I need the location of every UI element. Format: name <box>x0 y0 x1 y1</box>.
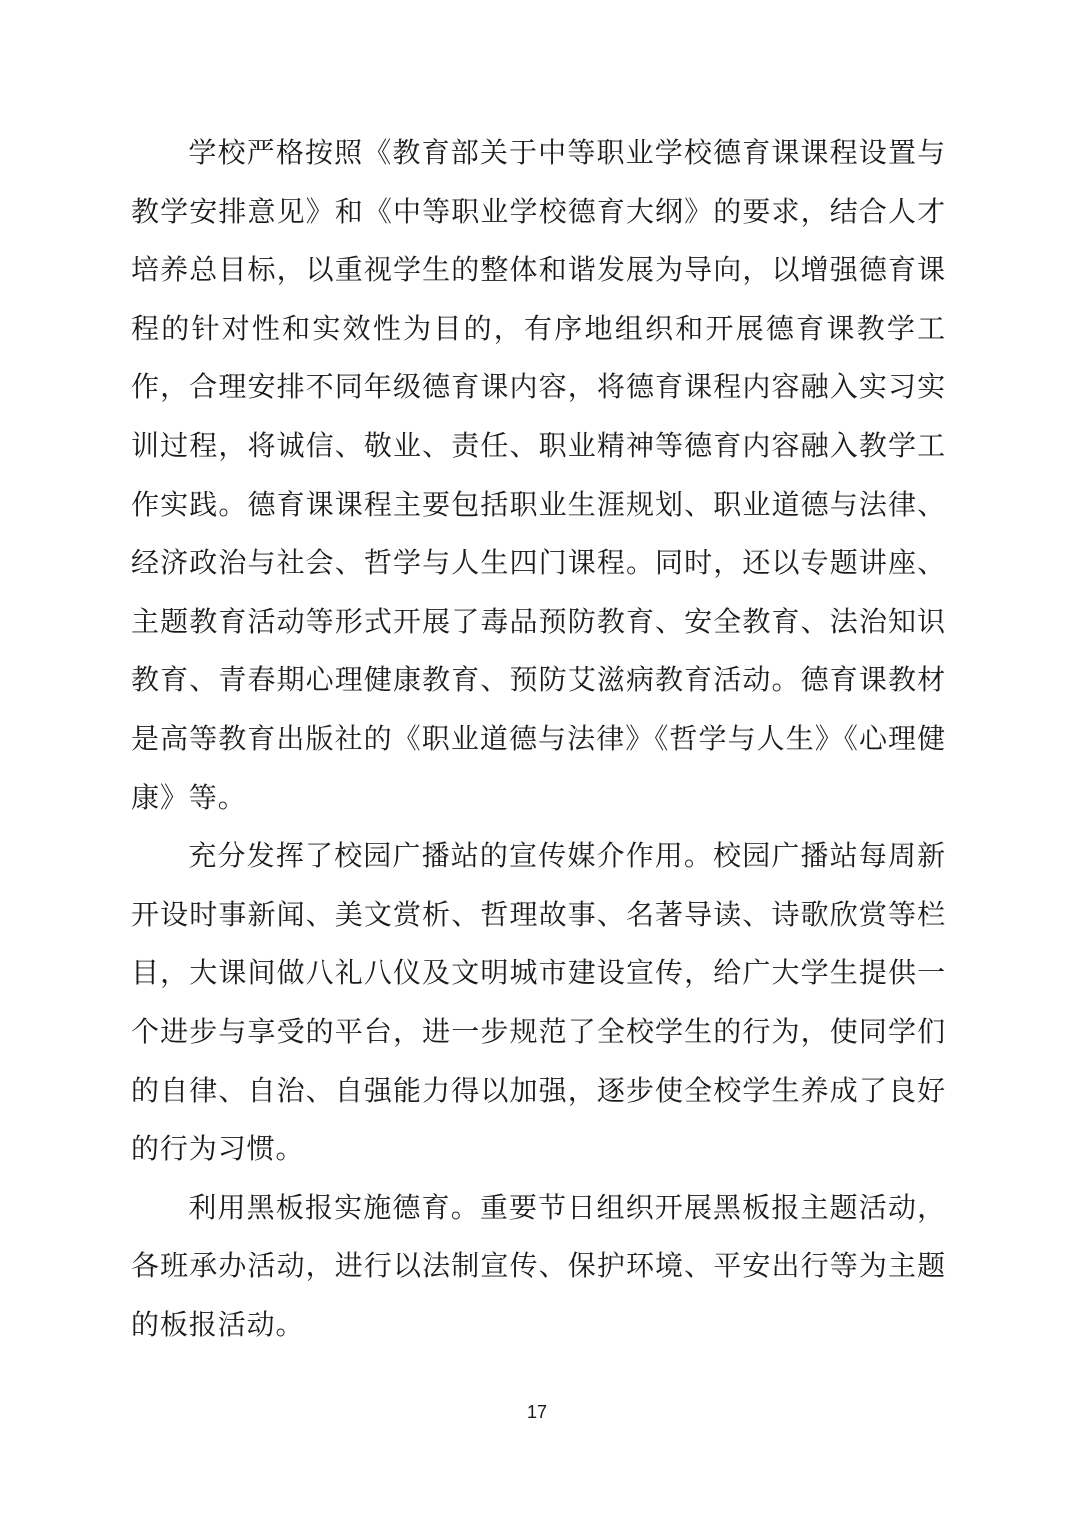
page-number: 17 <box>526 1402 548 1422</box>
document-body <box>131 124 946 1354</box>
paragraph-blackboard: 利用黑板报实施德育。重要节日组织开展黑板报主题活动，各班承办活动，进行以法制宣传、保护环境、平安出行等为主题的板报活动。 <box>131 1190 946 1341</box>
paragraph-campus-radio: 充分发挥了校园广播站的宣传媒介作用。校园广播站每周新开设时事新闻、美文赏析、哲理故事、名著导读、诗歌欣赏等栏目，大课间做八礼八仪及文明城市建设宣传，给广大学生提供一个进步与享受的平台，进一步规范了全校学生的行为，使同学们的自律、自治、自强能力得以加强，逐步使全校学生养成了良好的行为习惯。 <box>131 839 946 1166</box>
paragraph-moral-curriculum: 学校严格按照《教育部关于中等职业学校德育课课程设置与教学安排意见》和《中等职业学校德育大纲》的要求，结合人才培养总目标，以重视学生的整体和谐发展为导向，以增强德育课程的针对性和实效性为目的，有序地组织和开展德育课教学工作，合理安排不同年级德育课内容，将德育课程内容融入实习实训过程，将诚信、敬业、责任、职业精神等德育内容融入教学工作实践。德育课课程主要包括职业生涯规划、职业道德与法律、经济政治与社会、哲学与人生四门课程。同时，还以专题讲座、主题教育活动等形式开展了毒品预防教育、安全教育、法治知识教育、青春期心理健康教育、预防艾滋病教育活动。德育课教材是高等教育出版社的《职业道德与法律》《哲学与人生》《心理健康》等。 <box>131 136 946 814</box>
